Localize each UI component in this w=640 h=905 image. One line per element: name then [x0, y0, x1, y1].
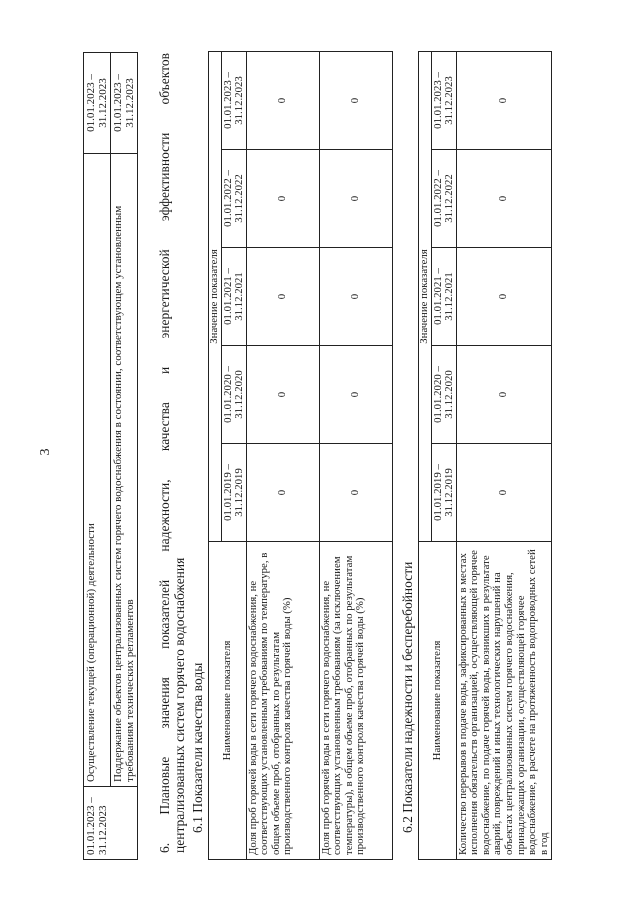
activity-table [83, 52, 138, 860]
indicator-value: 0 [246, 248, 319, 346]
header-period: 01.01.2021 – 31.12.2021 [221, 248, 246, 346]
range-cell: 01.01.2023 – 31.12.2023 [84, 53, 111, 154]
header-period: 01.01.2023 – 31.12.2023 [431, 51, 456, 149]
indicator-value: 0 [319, 150, 392, 248]
header-group: Значение показателя [419, 51, 432, 541]
page-number: 3 [38, 448, 53, 456]
indicator-value: 0 [319, 346, 392, 444]
indicator-value: 0 [319, 248, 392, 346]
table-row [246, 51, 319, 859]
header-period: 01.01.2019 – 31.12.2019 [221, 444, 246, 542]
activity-cell: Осуществление текущей (операционной) деятельности [84, 154, 111, 787]
indicator-value: 0 [246, 51, 319, 149]
table-header-row [209, 51, 222, 859]
indicator-name: Доля проб горячей воды в сети горячего водоснабжения, не соответствующих установленным требованиям по температуре, в общем объеме проб, отобранных по результатам производственного контроля качества горячей воды (%) [246, 542, 319, 860]
indicator-value: 0 [319, 51, 392, 149]
section-6-2-title: 6.2 Показатели надежности и бесперебойности [400, 561, 415, 833]
indicator-name: Доля проб горячей воды в сети горячего водоснабжения, не соответствующих установленным требованиям (за исключением температуры), в общем объеме проб, отобранных по результатам производственного контроля качества горячей воды (%) [319, 542, 392, 860]
indicator-value: 0 [319, 444, 392, 542]
table-row [319, 51, 392, 859]
period-cell: 01.01.2023 – 31.12.2023 [84, 787, 138, 860]
header-period: 01.01.2023 – 31.12.2023 [221, 51, 246, 149]
section-6-title: 6. Плановые значения показателей надежности, качества и энергетической эффективности объектов [157, 53, 172, 853]
indicator-value: 0 [456, 51, 552, 149]
table-row [456, 51, 552, 859]
water-quality-table [208, 51, 393, 860]
section-6-1-title: 6.1 Показатели качества воды [190, 662, 205, 833]
indicator-value: 0 [456, 346, 552, 444]
header-period: 01.01.2020 – 31.12.2020 [431, 346, 456, 444]
table-row [111, 53, 138, 860]
section-6-title-cont: централизованных систем горячего водоснабжения [172, 557, 187, 853]
indicator-value: 0 [456, 444, 552, 542]
indicator-value: 0 [456, 150, 552, 248]
activity-cell: Поддержание объектов централизованных систем горячего водоснабжения в состоянии, соответствующем установленным требованиям технических регламентов [111, 154, 138, 787]
range-cell: 01.01.2023 – 31.12.2023 [111, 53, 138, 154]
indicator-value: 0 [246, 346, 319, 444]
header-period: 01.01.2019 – 31.12.2019 [431, 444, 456, 542]
indicator-name: Количество перерывов в подаче воды, зафиксированных в местах исполнения обязательств организацией, осуществляющей горячее водоснабжение, по подаче горячей воды, возникших в результате аварий, повреждений и иных технологических нарушений на объектах централизованных систем горячего водоснабжения, принадлежащих организации, осуществляющей горячее водоснабжение, в расчете на протяженность водопроводных сетей в год [456, 542, 552, 860]
header-period: 01.01.2022 – 31.12.2022 [431, 150, 456, 248]
table-header-row [419, 51, 432, 859]
table-row [84, 53, 111, 860]
header-name: Наименование показателя [209, 542, 247, 860]
reliability-table [418, 51, 552, 860]
indicator-value: 0 [246, 150, 319, 248]
indicator-value: 0 [246, 444, 319, 542]
header-period: 01.01.2021 – 31.12.2021 [431, 248, 456, 346]
indicator-value: 0 [456, 248, 552, 346]
header-period: 01.01.2022 – 31.12.2022 [221, 150, 246, 248]
header-group: Значение показателя [209, 51, 222, 541]
header-period: 01.01.2020 – 31.12.2020 [221, 346, 246, 444]
header-name: Наименование показателя [419, 542, 457, 860]
